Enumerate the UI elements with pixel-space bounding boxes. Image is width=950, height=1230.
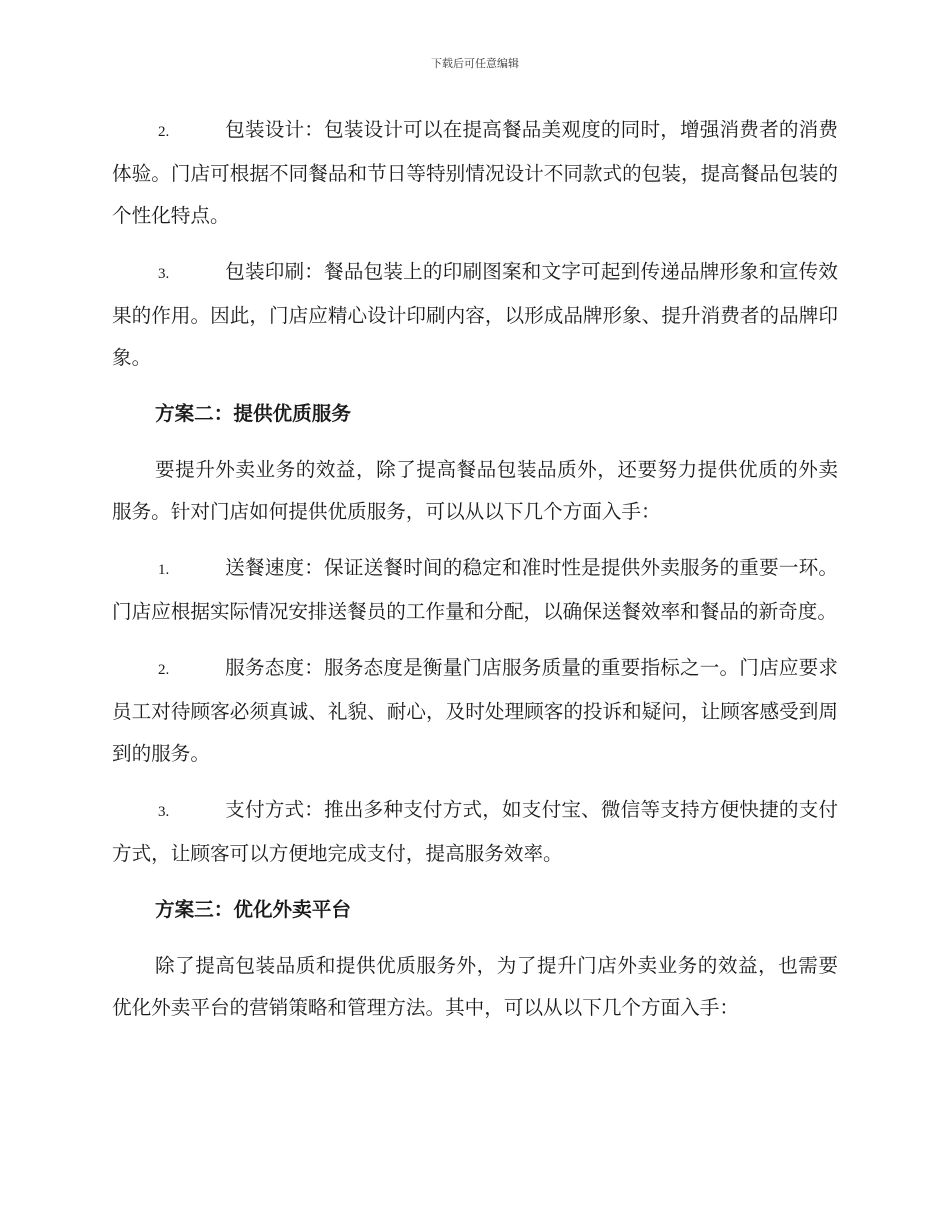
list-item-text: 包装印刷：餐品包装上的印刷图案和文字可起到传递品牌形象和宣传效果的作用。因此，门店应精心设计印刷内容，以形成品牌形象、提升消费者的品牌印象。	[112, 260, 838, 369]
list-item-payment-methods	[112, 789, 838, 875]
list-item-packaging-printing	[112, 251, 838, 379]
list-item-number: 3.	[158, 266, 170, 282]
list-item-delivery-speed	[112, 547, 838, 633]
list-item-number: 2.	[158, 662, 170, 678]
list-item-number: 1.	[158, 562, 170, 578]
list-item-number: 3.	[158, 804, 170, 820]
list-item-packaging-design	[112, 109, 838, 237]
list-item-text: 服务态度：服务态度是衡量门店服务质量的重要指标之一。门店应要求员工对待顾客必须真诚、礼貌、耐心，及时处理顾客的投诉和疑问，让顾客感受到周到的服务。	[112, 656, 838, 765]
list-item-text: 包装设计：包装设计可以在提高餐品美观度的同时，增强消费者的消费体验。门店可根据不同餐品和节日等特别情况设计不同款式的包装，提高餐品包装的个性化特点。	[112, 118, 838, 227]
document-body	[112, 109, 838, 1043]
list-item-text: 支付方式：推出多种支付方式，如支付宝、微信等支持方便快捷的支付方式，让顾客可以方便地完成支付，提高服务效率。	[112, 798, 838, 865]
paragraph-service-intro: 要提升外卖业务的效益，除了提高餐品包装品质外，还要努力提供优质的外卖服务。针对门店如何提供优质服务，可以从以下几个方面入手：	[112, 458, 838, 523]
list-item-service-attitude	[112, 647, 838, 775]
page-header: 下载后可任意编辑	[431, 57, 519, 70]
section-heading-plan-two: 方案二：提供优质服务	[155, 402, 351, 425]
list-item-text: 送餐速度：保证送餐时间的稳定和准时性是提供外卖服务的重要一环。门店应根据实际情况安排送餐员的工作量和分配，以确保送餐效率和餐品的新奇度。	[112, 556, 838, 623]
list-item-number: 2.	[158, 124, 170, 140]
paragraph-platform-intro: 除了提高包装品质和提供优质服务外，为了提升门店外卖业务的效益，也需要优化外卖平台的营销策略和管理方法。其中，可以从以下几个方面入手：	[112, 954, 838, 1019]
section-heading-plan-three: 方案三：优化外卖平台	[155, 898, 351, 921]
